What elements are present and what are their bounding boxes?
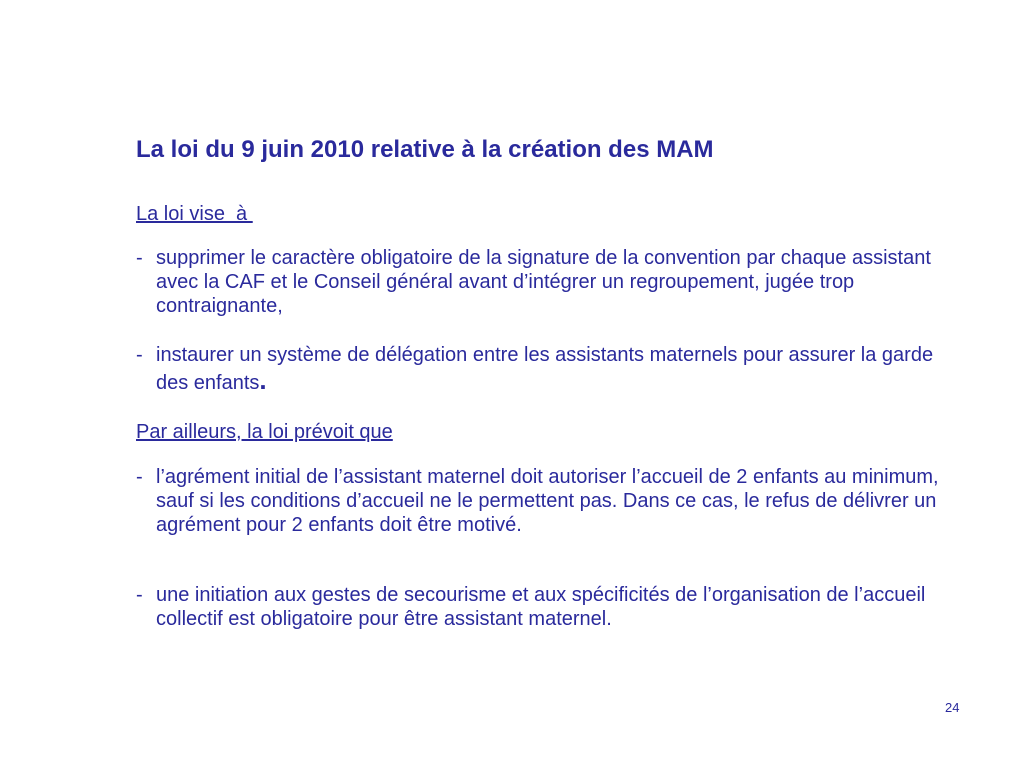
- bullet-text-container: [136, 341, 946, 397]
- bullet-text: une initiation aux gestes de secourisme et aux spécificités de l’organisation de l’accueil collectif est obligatoire pour être assistant maternel.: [156, 584, 926, 630]
- bullet-dash: -: [136, 247, 143, 269]
- bullet-agrement: [136, 465, 946, 537]
- section-heading-par-ailleurs: Par ailleurs, la loi prévoit que: [136, 421, 393, 443]
- bullet-text: supprimer le caractère obligatoire de la signature de la convention par chaque assistant avec la CAF et le Conseil général avant d’intégrer un regroupement, jugée trop contraignante,: [156, 247, 931, 317]
- section-heading-loi-vise: La loi vise à: [136, 203, 253, 225]
- bullet-dash: -: [136, 466, 143, 488]
- bullet-supprimer: [136, 246, 946, 318]
- bullet-end-period: .: [259, 365, 267, 395]
- slide-title: La loi du 9 juin 2010 relative à la création des MAM: [136, 136, 714, 163]
- bullet-instaurer: [136, 341, 946, 397]
- bullet-dash: -: [136, 584, 143, 606]
- page-number: 24: [945, 700, 960, 715]
- bullet-text: instaurer un système de délégation entre les assistants maternels pour assurer la garde des enfants: [156, 344, 934, 394]
- bullet-text: l’agrément initial de l’assistant maternel doit autoriser l’accueil de 2 enfants au minimum, sauf si les conditions d’accueil ne le permettent pas. Dans ce cas, le refus de délivrer un agrément pour 2 enfants doit être motivé.: [156, 466, 939, 536]
- bullet-secourisme: [136, 583, 946, 631]
- bullet-dash: -: [136, 344, 143, 366]
